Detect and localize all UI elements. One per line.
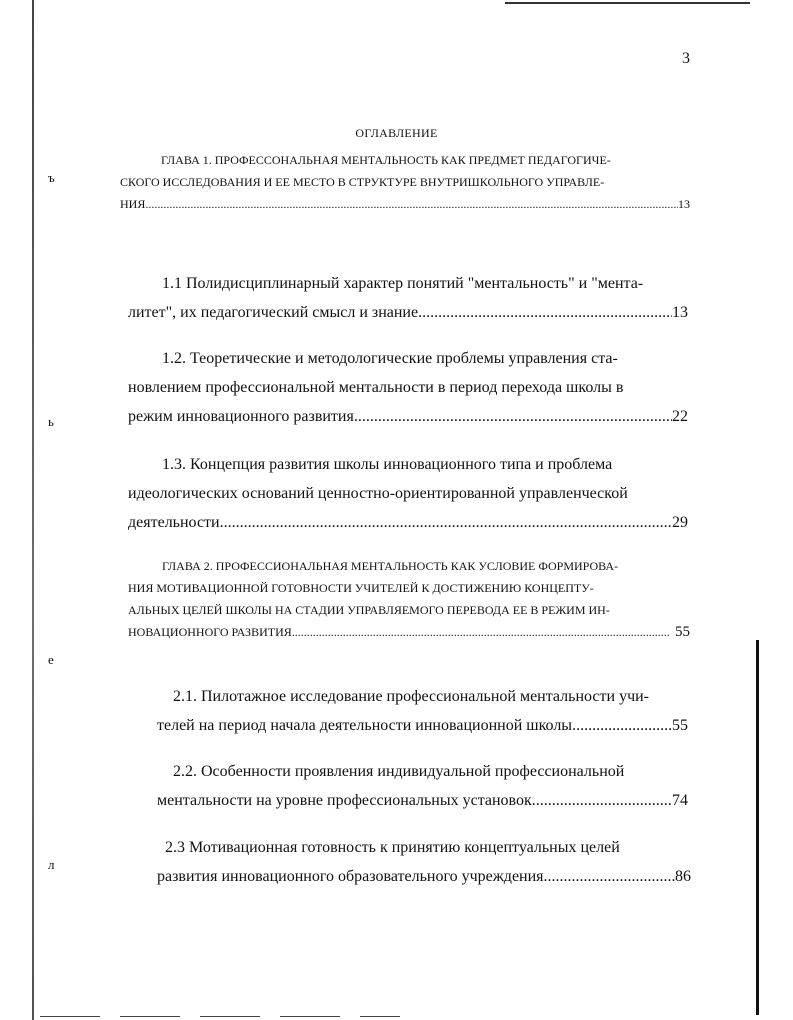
toc-section-2-1-line-1: 2.1. Пилотажное исследование профессиональной ментальности учи- (173, 688, 650, 705)
toc-section-1-3[interactable] (128, 450, 688, 537)
toc-section-1-2[interactable] (128, 344, 688, 431)
toc-section-1-3-line-1: 1.3. Концепция развития школы инновационного типа и проблема (162, 456, 613, 473)
toc-chapter-2[interactable] (128, 555, 690, 643)
scan-edge-left (32, 0, 34, 1020)
toc-section-2-3-page: 86 (675, 868, 691, 885)
toc-section-2-2-line-2 (157, 786, 688, 815)
scan-edge-bottom (40, 1016, 400, 1017)
toc-section-1-3-line-2: идеологических оснований ценностно-ориентированной управленческой (128, 485, 628, 502)
toc-section-2-3-line-2 (157, 862, 691, 891)
leader-dots (145, 193, 678, 215)
toc-section-2-2-page: 74 (672, 792, 688, 809)
toc-section-2-3[interactable] (157, 833, 691, 891)
scan-edge-right (756, 640, 759, 1015)
toc-section-1-1[interactable] (128, 269, 688, 327)
toc-section-2-2-title-end: ментальности на уровне профессиональных установок (157, 792, 532, 809)
toc-section-2-1[interactable] (157, 682, 688, 740)
toc-section-1-1-title-end: литет", их педагогический смысл и знание (128, 304, 419, 321)
toc-section-1-3-page: 29 (672, 514, 688, 531)
toc-section-2-2-line-1: 2.2. Особенности проявления индивидуальной профессиональной (173, 763, 625, 780)
toc-chapter-1-line-2: СКОГО ИССЛЕДОВАНИЯ И ЕЕ МЕСТО В СТРУКТУРЕ ВНУТРИШКОЛЬНОГО УПРАВЛЕ- (120, 175, 605, 189)
toc-chapter-1-page: 13 (678, 197, 690, 211)
toc-section-1-2-page: 22 (672, 408, 688, 425)
toc-section-2-2[interactable] (157, 757, 688, 815)
leader-dots (220, 508, 672, 537)
margin-mark: л (48, 857, 55, 872)
leader-dots (292, 621, 669, 643)
toc-section-1-1-line-1: 1.1 Полидисциплинарный характер понятий "ментальность" и "мента- (162, 275, 644, 292)
toc-chapter-2-page: 55 (675, 624, 690, 640)
margin-mark: е (48, 652, 54, 667)
margin-mark: ъ (48, 170, 55, 185)
toc-section-1-3-title-end: деятельности (128, 514, 220, 531)
toc-chapter-2-line-3: АЛЬНЫХ ЦЕЛЕЙ ШКОЛЫ НА СТАДИИ УПРАВЛЯЕМОГО ПЕРЕВОДА ЕЕ В РЕЖИМ ИН- (128, 603, 610, 617)
toc-chapter-1[interactable] (120, 149, 690, 215)
toc-chapter-2-line-1: ГЛАВА 2. ПРОФЕССИОНАЛЬНАЯ МЕНТАЛЬНОСТЬ КАК УСЛОВИЕ ФОРМИРОВА- (162, 559, 619, 573)
toc-chapter-2-heading-end: НОВАЦИОННОГО РАЗВИТИЯ (128, 625, 292, 639)
toc-section-1-3-line-3 (128, 508, 688, 537)
leader-dots (532, 786, 672, 815)
leader-dots (418, 298, 672, 327)
toc-section-1-2-title-end: режим инновационного развития (128, 408, 354, 425)
toc-chapter-2-line-2: НИЯ МОТИВАЦИОННОЙ ГОТОВНОСТИ УЧИТЕЛЕЙ К ДОСТИЖЕНИЮ КОНЦЕПТУ- (128, 581, 594, 595)
toc-section-1-1-line-2 (128, 298, 688, 327)
toc-chapter-2-line-4 (128, 621, 690, 643)
toc-section-2-1-title-end: телей на период начала деятельности инновационной школы (157, 717, 573, 734)
toc-section-2-3-line-1: 2.3 Мотивационная готовность к принятию концептуальных целей (165, 839, 620, 856)
toc-section-2-1-page: 55 (672, 717, 688, 734)
toc-section-1-2-line-1: 1.2. Теоретические и методологические проблемы управления ста- (162, 350, 618, 367)
scan-edge-top (505, 2, 750, 4)
margin-mark: ь (48, 414, 54, 429)
toc-section-1-2-line-3 (128, 402, 688, 431)
toc-section-2-3-title-end: развития инновационного образовательного учреждения (157, 868, 544, 885)
toc-title: ОГЛАВЛЕНИЕ (355, 126, 438, 140)
toc-section-1-2-line-2: новлением профессиональной ментальности в период перехода школы в (128, 379, 624, 396)
toc-section-1-1-page: 13 (672, 304, 688, 321)
leader-dots (544, 862, 675, 891)
leader-dots (572, 711, 672, 740)
leader-dots (354, 402, 672, 431)
toc-chapter-1-heading-end: НИЯ (120, 197, 146, 211)
toc-section-2-1-line-2 (157, 711, 688, 740)
toc-chapter-1-line-3 (120, 193, 690, 215)
page-number: 3 (682, 50, 690, 67)
toc-chapter-1-line-1: ГЛАВА 1. ПРОФЕССОНАЛЬНАЯ МЕНТАЛЬНОСТЬ КАК ПРЕДМЕТ ПЕДАГОГИЧЕ- (161, 153, 611, 167)
